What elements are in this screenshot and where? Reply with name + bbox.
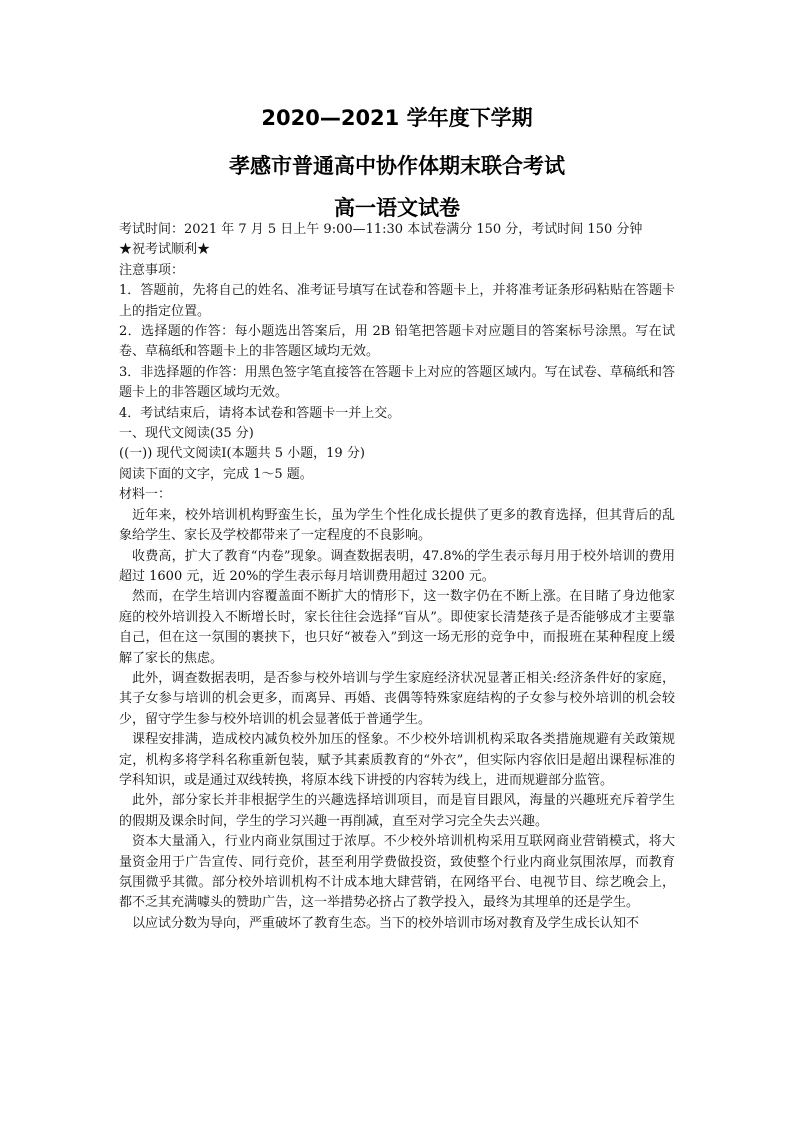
notice-item-1: 1．答题前，先将自己的姓名、准考证号填写在试卷和答题卡上，并将准考证条形码粘贴在答题卡上的指定位置。 xyxy=(119,283,675,319)
paragraph: 以应试分数为导向，严重破坏了教育生态。当下的校外培训市场对教育及学生成长认知不 xyxy=(132,915,640,931)
notice-item-4: 4．考试结束后，请将本试卷和答题卡一并上交。 xyxy=(119,405,401,421)
wish-line: ★祝考试顺利★ xyxy=(119,242,211,258)
paragraph: 然而，在学生培训内容覆盖面不断扩大的情形下，这一数字仍在不断上涨。在目睹了身边他家庭的校外培训投入不断增长时，家长往往会选择“盲从”。即使家长清楚孩子是否能够成才主要靠自己，但在这一氛围的裹挟下，也只好“被卷入”到这一场无形的竞争中，而报班在某种程度上缓解了家长的焦虑。 xyxy=(119,589,675,666)
notice-item-3: 3．非选择题的作答：用黑色签字笔直接答在答题卡上对应的答题区域内。写在试卷、草稿纸和答题卡上的非答题区域均无效。 xyxy=(119,364,675,401)
paper-title: 高一语文试卷 xyxy=(334,196,460,220)
exam-name-title: 孝感市普通高中协作体期末联合考试 xyxy=(229,154,565,178)
paragraph: 资本大量涌入，行业内商业氛围过于浓厚。不少校外培训机构采用互联网商业营销模式，将大量资金用于广告宣传、同行竞价，甚至利用学费做投资，致使整个行业内商业氛围浓厚，而教育氛围微乎其微。部分校外培训机构不计成本地大肆营销，在网络平台、电视节目、综艺晚会上，都不乏其充满噱头的赞助广告，这一举措势必挤占了教学投入，最终为其埋单的还是学生。 xyxy=(119,834,675,911)
section-subheading: ((一)) 现代文阅读Ⅰ(本题共 5 小题，19 分) xyxy=(119,446,365,462)
paragraph: 近年来，校外培训机构野蛮生长，虽为学生个性化成长提供了更多的教育选择，但其背后的乱象给学生、家长及学校都带来了一定程度的不良影响。 xyxy=(119,507,675,544)
school-year-title: 2020—2021 学年度下学期 xyxy=(261,106,533,130)
notice-heading: 注意事项： xyxy=(119,262,185,278)
paragraph: 课程安排满，造成校内减负校外加压的怪象。不少校外培训机构采取各类措施规避有关政策规定，机构多将学科名称重新包装，赋予其素质教育的“外衣”，但实际内容依旧是超出课程标准的学科知识，或是通过双线转换，将原本线下讲授的内容转为线上，进而规避部分监管。 xyxy=(119,732,675,788)
paragraph: 收费高，扩大了教育“内卷”现象。调查数据表明，47.8%的学生表示每月用于校外培训的费用超过 1600 元，近 20%的学生表示每月培训费用超过 3200 元。 xyxy=(119,548,675,584)
exam-body xyxy=(119,220,675,934)
notice-item-2: 2．选择题的作答：每小题选出答案后，用 2B 铅笔把答题卡对应题目的答案标号涂黑。写在试卷、草稿纸和答题卡上的非答题区域均无效。 xyxy=(119,324,675,360)
paragraph: 此外，调查数据表明，是否参与校外培训与学生家庭经济状况显著正相关:经济条件好的家庭，其子女参与培训的机会更多，而离异、再婚、丧偶等特殊家庭结构的子女参与校外培训的机会较少，留守学生参与校外培训的机会显著低于普通学生。 xyxy=(119,670,675,727)
section-heading: 一、现代文阅读(35 分) xyxy=(119,426,254,442)
paragraph: 此外，部分家长并非根据学生的兴趣选择培训项目，而是盲目跟风，海量的兴趣班充斥着学生的假期及课余时间，学生的学习兴趣一再削减，直至对学习完全失去兴趣。 xyxy=(119,793,675,829)
exam-header xyxy=(0,104,794,228)
material-label: 材料一： xyxy=(119,487,172,503)
reading-instruction: 阅读下面的文字，完成 1～5 题。 xyxy=(119,466,313,482)
exam-info: 考试时间：2021 年 7 月 5 日上午 9:00—11:30 本试卷满分 150 分，考试时间 150 分钟 xyxy=(119,222,643,237)
